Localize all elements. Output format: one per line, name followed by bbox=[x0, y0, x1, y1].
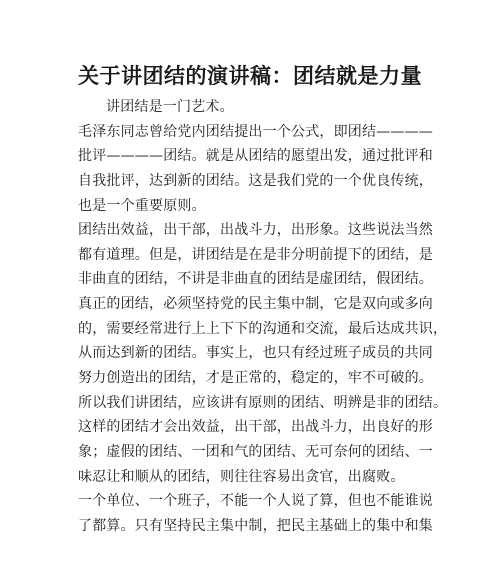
text-line: 也是一个重要原则。 bbox=[78, 197, 206, 214]
text-line: 了都算。只有坚持民主集中制，把民主基础上的集中和集 bbox=[78, 517, 433, 534]
text-line: 这样的团结才会出效益，出干部，出战斗力，出良好的形 bbox=[78, 419, 433, 436]
text-line: 努力创造出的团结，才是正常的，稳定的，牢不可破的。 bbox=[78, 370, 433, 387]
text-line: 的，需要经常进行上上下下的沟通和交流，最后达成共识， bbox=[78, 320, 448, 337]
document-body bbox=[78, 95, 448, 539]
document-title: 关于讲团结的演讲稿：团结就是力量 bbox=[78, 63, 422, 88]
text-line: 从而达到新的团结。事实上，也只有经过班子成员的共同 bbox=[78, 345, 433, 362]
text-line: 自我批评，达到新的团结。这是我们党的一个优良传统， bbox=[78, 172, 433, 189]
text-line: 讲团结是一门艺术。 bbox=[106, 99, 234, 115]
text-line: 所以我们讲团结，应该讲有原则的团结、明辨是非的团结。 bbox=[78, 394, 448, 411]
text-line: 非曲直的团结，不讲是非曲直的团结是虚团结，假团结。 bbox=[78, 271, 433, 288]
text-line: 真正的团结，必须坚持党的民主集中制，它是双向或多向 bbox=[78, 296, 433, 313]
text-line: 象；虚假的团结、一团和气的团结、无可奈何的团结、一 bbox=[78, 443, 433, 460]
text-line: 毛泽东同志曾给党内团结提出一个公式，即团结———— bbox=[78, 123, 433, 140]
text-line: 一个单位、一个班子，不能一个人说了算，但也不能谁说 bbox=[78, 493, 433, 510]
text-line: 批评————团结。就是从团结的愿望出发，通过批评和 bbox=[78, 148, 433, 165]
text-line: 团结出效益，出干部，出战斗力，出形象。这些说法当然 bbox=[78, 222, 433, 239]
text-line: 味忍让和顺从的团结，则往往容易出贪官，出腐败。 bbox=[78, 468, 405, 485]
text-line: 都有道理。但是，讲团结是在是非分明前提下的团结，是 bbox=[78, 246, 433, 263]
